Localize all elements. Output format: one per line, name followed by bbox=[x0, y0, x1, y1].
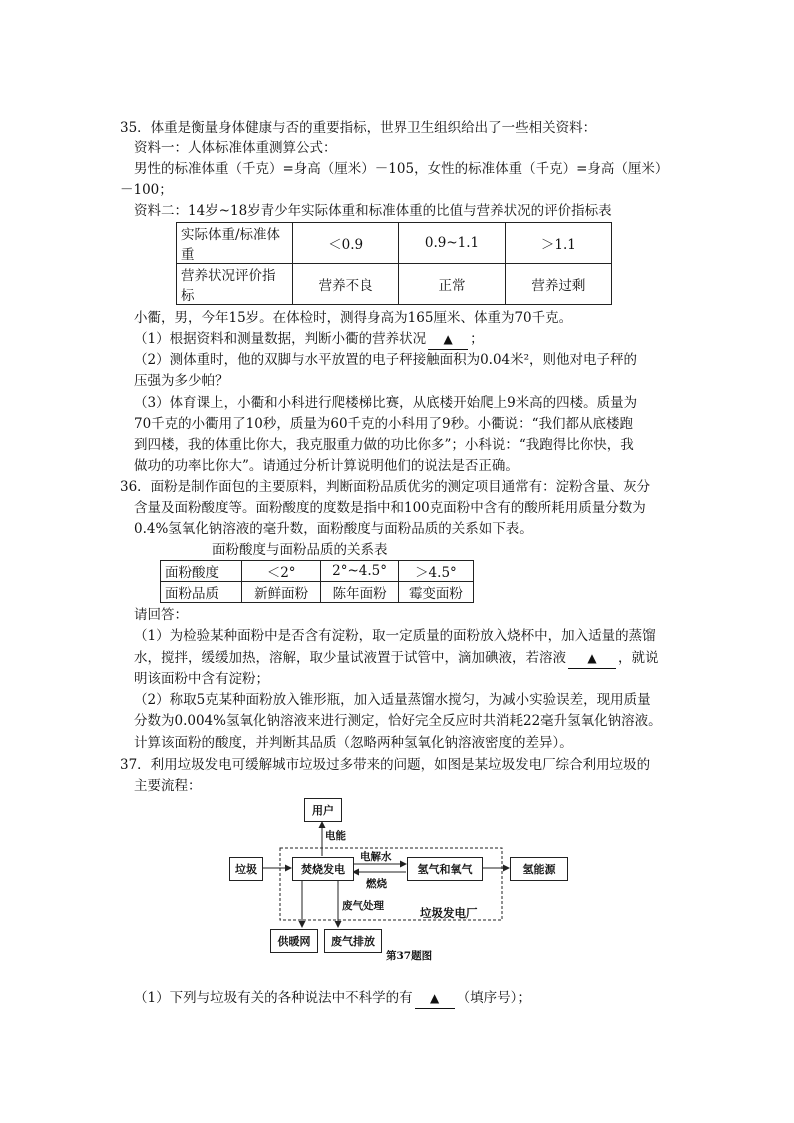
garbage-power-flow-diagram bbox=[220, 788, 580, 966]
q35-part1 bbox=[134, 329, 484, 350]
user-box: 用户 bbox=[304, 798, 342, 822]
q35-line4: －100； bbox=[120, 182, 173, 198]
plant-label: 垃圾发电厂 bbox=[420, 906, 478, 920]
q36-part2a: （2）称取5克某种面粉放入锥形瓶，加入适量蒸馏水搅匀，为减小实验误差，现用质量 bbox=[134, 692, 651, 708]
q35-line2: 资料一：人体标准体重测算公式： bbox=[134, 140, 337, 156]
table-cell: 营养过剩 bbox=[505, 264, 611, 305]
q35-part1-text: （1）根据资料和测量数据，判断小衢的营养状况 bbox=[134, 331, 427, 347]
q35-line6: 小衢，男，今年15岁。在体检时，测得身高为165厘米、体重为70千克。 bbox=[134, 310, 573, 326]
q36-part1d: 明该面粉中含有淀粉； bbox=[134, 671, 269, 687]
q35-part2a: （2）测体重时，他的双脚与水平放置的电子秤接触面积为0.04米²，则他对电子秤的 bbox=[134, 352, 638, 368]
triangle-mark: ▲ bbox=[587, 651, 597, 665]
answer-blank bbox=[415, 988, 455, 1009]
q36-line4: 请回答： bbox=[134, 607, 188, 623]
table-cell: 营养不良 bbox=[293, 264, 399, 305]
answer-blank bbox=[428, 329, 468, 350]
exhaust-treatment-label: 废气处理 bbox=[342, 900, 384, 912]
table-cell: ＜0.9 bbox=[293, 223, 399, 264]
q36-part1a: （1）为检验某种面粉中是否含有淀粉，取一定质量的面粉放入烧杯中，加入适量的蒸馏 bbox=[134, 628, 656, 644]
triangle-mark: ▲ bbox=[443, 332, 453, 346]
table-cell: 2°~4.5° bbox=[321, 561, 399, 582]
heating-network-box: 供暖网 bbox=[270, 929, 318, 953]
table-cell: 新鲜面粉 bbox=[241, 582, 320, 603]
q35-line1: 35．体重是衡量身体健康与否的重要指标，世界卫生组织给出了一些相关资料： bbox=[120, 120, 597, 136]
table-cell: 面粉酸度 bbox=[161, 561, 242, 582]
q36-part1b-end: ，就说 bbox=[618, 650, 659, 666]
table-cell: 陈年面粉 bbox=[321, 582, 399, 603]
q35-part3d: 做功的功率比你大”。请通过分析计算说明他们的说法是否正确。 bbox=[134, 458, 519, 474]
exhaust-emission-box: 废气排放 bbox=[324, 929, 382, 953]
q36-line2: 含量及面粉酸度等。面粉酸度的度数是指中和100克面粉中含有的酸所耗用质量分数为 bbox=[134, 500, 646, 516]
q35-part3a: （3）体育课上，小衢和小科进行爬楼梯比赛，从底楼开始爬上9米高的四楼。质量为 bbox=[134, 395, 638, 411]
q35-part3b: 70千克的小衢用了10秒，质量为60千克的小科用了9秒。小衢说：“我们都从底楼跑 bbox=[134, 416, 634, 432]
electrolysis-label: 电解水 bbox=[360, 851, 392, 863]
q35-part1-end: ； bbox=[470, 331, 484, 347]
table-cell: 实际体重/标准体重 bbox=[177, 223, 293, 264]
table-cell: ＞4.5° bbox=[398, 561, 473, 582]
table-cell: 0.9~1.1 bbox=[399, 223, 506, 264]
q37-line2: 主要流程： bbox=[134, 778, 202, 794]
q35-line5: 资料二：14岁~18岁青少年实际体重和标准体重的比值与营养状况的评价指标表 bbox=[134, 203, 612, 219]
table-cell: 面粉品质 bbox=[161, 582, 242, 603]
q37-part1-text: （1）下列与垃圾有关的各种说法中不科学的有 bbox=[134, 990, 413, 1006]
combustion-label: 燃烧 bbox=[366, 878, 387, 890]
answer-blank bbox=[568, 648, 616, 669]
q36-part1b-text: 水，搅拌，缓缓加热，溶解，取少量试液置于试管中，滴加碘液，若溶液 bbox=[134, 650, 566, 666]
figure-caption: 第37题图 bbox=[386, 950, 433, 962]
table-cell: 正常 bbox=[399, 264, 506, 305]
table-cell: 霉变面粉 bbox=[398, 582, 473, 603]
q36-line3: 0.4%氢氧化钠溶液的毫升数，面粉酸度与面粉品质的关系如下表。 bbox=[134, 521, 533, 537]
table-cell: 营养状况评价指标 bbox=[177, 264, 293, 305]
q37-part1-end: （填序号）； bbox=[456, 990, 531, 1006]
hydrogen-oxygen-box: 氢气和氧气 bbox=[407, 857, 483, 881]
burn-generate-box: 焚烧发电 bbox=[292, 857, 354, 881]
q35-part2b: 压强为多少帕？ bbox=[134, 373, 229, 389]
q37-line1: 37．利用垃圾发电可缓解城市垃圾过多带来的问题，如图是某垃圾发电厂综合利用垃圾的 bbox=[120, 757, 651, 773]
electric-energy-label: 电能 bbox=[325, 830, 346, 842]
q35-part3c: 到四楼，我的体重比你大，我克服重力做的功比你多”；小科说：“我跑得比你快，我 bbox=[134, 437, 634, 453]
q36-part2b: 分数为0.004%氢氧化钠溶液来进行测定，恰好完全反应时共消耗22毫升氢氧化钠溶液。 bbox=[134, 713, 662, 729]
q35-line3: 男性的标准体重（千克）=身高（厘米）－105，女性的标准体重（千克）=身高（厘米） bbox=[134, 161, 669, 177]
table-cell: ＜2° bbox=[241, 561, 320, 582]
q36-part1b bbox=[134, 648, 659, 669]
q36-part2c: 计算该面粉的酸度，并判断其品质（忽略两种氢氧化钠溶液密度的差异）。 bbox=[134, 735, 573, 751]
flour-table bbox=[160, 560, 474, 603]
hydrogen-energy-box: 氢能源 bbox=[510, 857, 568, 881]
q37-part1 bbox=[134, 988, 531, 1009]
triangle-mark: ▲ bbox=[429, 991, 440, 1005]
flour-table-title: 面粉酸度与面粉品质的关系表 bbox=[212, 542, 388, 558]
q36-line1: 36．面粉是制作面包的主要原料，判断面粉品质优劣的测定项目通常有：淀粉含量、灰分 bbox=[120, 479, 651, 495]
table-cell: ＞1.1 bbox=[505, 223, 611, 264]
nutrition-table bbox=[176, 222, 612, 305]
garbage-box: 垃圾 bbox=[229, 857, 263, 881]
